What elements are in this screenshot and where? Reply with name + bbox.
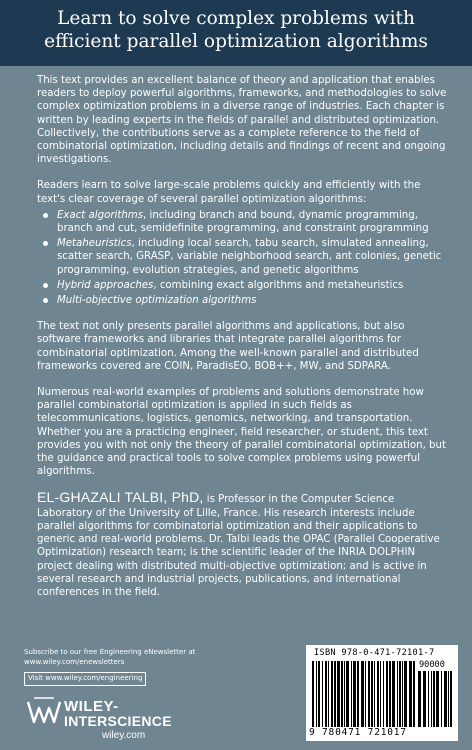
barcode-bar (448, 671, 449, 727)
barcode-bar (361, 661, 364, 727)
bullet-icon (43, 213, 48, 218)
newsletter-link[interactable]: www.wiley.com/enewsletters (24, 657, 125, 666)
barcode-box (306, 645, 458, 741)
barcode-bar (368, 661, 370, 727)
barcode-bar (433, 671, 435, 727)
list-item-text: , including local search, tabu search, simulated annealing, scatter search, GRASP, variable neighborhood search, ant colonies, genetic programming, evolution strategies, and genetic algorithms (57, 238, 442, 276)
price-addon-number: 90000 (419, 660, 445, 670)
barcode-bar (334, 661, 336, 727)
publisher-logo (24, 694, 214, 744)
list-item (37, 294, 449, 307)
barcode-digits: 9 780471 721017 (309, 727, 407, 738)
barcode-bar (331, 661, 333, 727)
barcode-bar (399, 661, 401, 727)
headline-line-1: Learn to solve complex problems with (57, 8, 415, 29)
bullet-icon (43, 241, 48, 246)
barcode-bar (402, 661, 403, 727)
barcode-bar (353, 661, 356, 727)
barcode-bar (413, 661, 415, 727)
barcode-bar (397, 661, 398, 727)
barcode-bar (341, 661, 343, 727)
coverage-intro-paragraph: Readers learn to solve large-scale problems quickly and efficiently with the text's clear coverage of several parallel optimization algorithms: (37, 180, 421, 205)
barcode-bar (380, 661, 381, 727)
back-cover-text (37, 74, 449, 612)
barcode-bar (365, 661, 366, 727)
wiley-emblem-icon (26, 696, 62, 726)
barcode-bar (444, 671, 447, 727)
isbn-text: ISBN 978-0-471-72101-7 (314, 648, 435, 658)
barcode-bar (423, 671, 426, 727)
barcode-bar (346, 661, 349, 727)
barcode-bar (389, 661, 391, 727)
barcode-bar (316, 661, 317, 727)
logo-text-interscience: INTERSCIENCE (64, 713, 172, 729)
barcode-bar (386, 661, 388, 727)
author-name: EL-GHAZALI TALBI, PhD, (37, 489, 204, 506)
header-banner (0, 0, 472, 66)
list-item (37, 279, 449, 292)
list-item (37, 209, 449, 235)
bullet-icon (43, 283, 48, 288)
list-item-term: Metaheuristics (57, 238, 132, 250)
barcode-bar (441, 671, 442, 727)
frameworks-paragraph: The text not only presents parallel algorithms and applications, but also software frameworks and libraries that integrate parallel algorithms for combinatorial optimization. Among the well-known parallel and distributed frameworks covered are COIN, ParadisEO, BOB++, MW, and SDPARA. (37, 321, 419, 372)
logo-text-wiley: WILEY- (64, 698, 119, 715)
list-item-term: Hybrid approaches (57, 279, 154, 291)
price-addon-barcode (418, 671, 454, 727)
footer-links (24, 648, 195, 686)
barcode-bar (383, 661, 384, 727)
barcode-bar (312, 661, 314, 727)
barcode-bar (328, 661, 329, 727)
intro-paragraph: This text provides an excellent balance of theory and application that enables readers to deploy powerful algorithms, frameworks, and methodologies to solve complex optimization problems in a diverse range of industries. Each chapter is written by leading experts in the fields of parallel and distributed optimization. Collectively, the contributions serve as a complete reference to the field of combinatorial optimization, including details and findings of recent and ongoing investigations. (37, 75, 447, 166)
barcode-bar (322, 661, 323, 727)
author-bio: is Professor in the Computer Science Laboratory of the University of Lille, France. His research interests include parallel algorithms for combinatorial optimization and their applications to generic and real-world problems. Dr. Talbi leads the OPAC (Parallel Cooperative Optimization) research team; is the scientific leader of the INRIA DOLPHIN project dealing with distributed multi-objective optimization; and is active in several research and industrial projects, publications, and international conferences in the field. (37, 494, 440, 598)
barcode-bar (450, 671, 452, 727)
list-item-term: Exact algorithms (57, 209, 144, 221)
barcode-bar (371, 661, 373, 727)
barcode-bar (357, 661, 359, 727)
barcode-bar (374, 661, 375, 727)
isbn-barcode (312, 661, 416, 727)
barcode-bar (409, 661, 412, 727)
visit-link[interactable]: Visit www.wiley.com/engineering (24, 672, 146, 686)
author-paragraph (37, 491, 449, 599)
headline-line-2: efficient parallel optimization algorithms (44, 31, 428, 52)
algorithm-list (37, 209, 449, 307)
bullet-icon (43, 298, 48, 303)
barcode-bar (392, 661, 395, 727)
barcode-bar (377, 661, 379, 727)
barcode-bar (436, 671, 439, 727)
barcode-bar (404, 661, 407, 727)
logo-web: wiley.com (102, 730, 146, 741)
examples-paragraph: Numerous real-world examples of problems and solutions demonstrate how parallel combinatorial optimization is applied in such fields as telecommunications, logistics, genomics, networking, and transportation. Whether you are a practicing engineer, field researcher, or student, this text provides you with not only the theory of parallel combinatorial optimization, but the guidance and practical tools to solve complex problems using powerful algorithms. (37, 387, 446, 478)
barcode-bar (351, 661, 352, 727)
list-item-text: , including branch and bound, dynamic programming, branch and cut, semidefinite programming, and constraint programming (57, 209, 429, 235)
list-item-text: , combining exact algorithms and metaheuristics (153, 279, 404, 291)
barcode-bar (428, 671, 429, 727)
list-item-term: Multi-objective optimization algorithms (57, 295, 257, 307)
barcode-bar (325, 661, 327, 727)
barcode-bar (344, 661, 345, 727)
barcode-bar (431, 671, 432, 727)
barcode-bar (318, 661, 320, 727)
barcode-bar (337, 661, 340, 727)
list-item (37, 237, 449, 277)
barcode-bar (418, 671, 421, 727)
newsletter-text: Subscribe to our free Engineering eNewsletter at (24, 648, 196, 656)
